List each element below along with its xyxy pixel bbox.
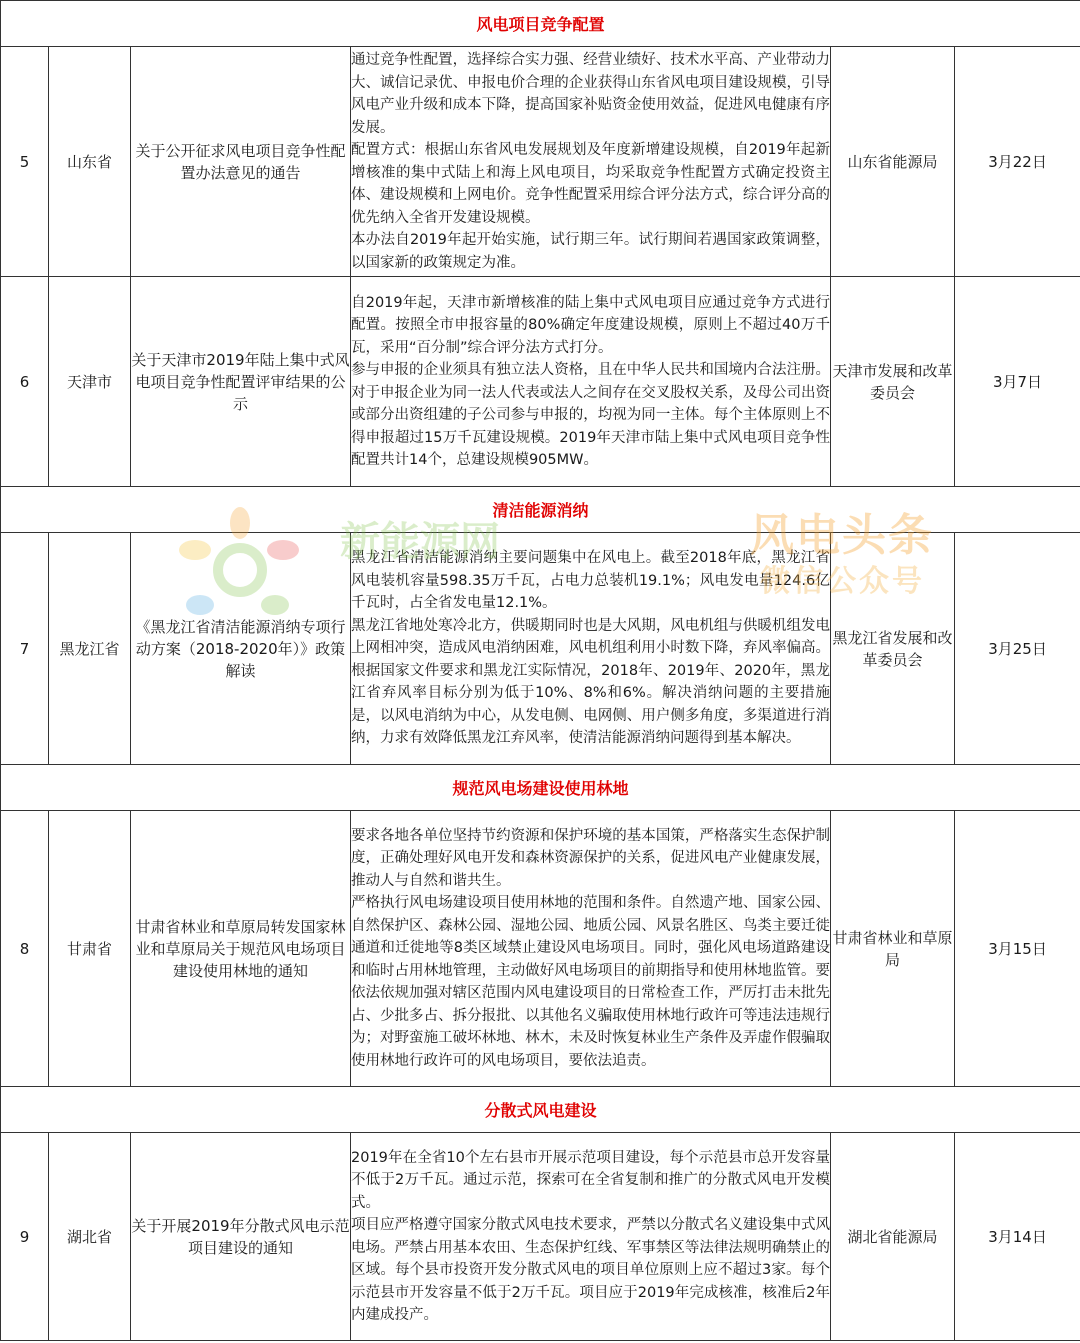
province: 山东省 [49,47,131,277]
table-row [1,1133,1080,1341]
section-row [1,487,1080,533]
content-paragraph: 项目应严格遵守国家分散式风电技术要求，严禁以分散式名义建设集中式风电场。严禁占用基本农田、生态保护红线、军事禁区等法律法规明确禁止的区域。每个县市投资开发分散式风电的项目单位原则上应不超过3家。每个示范县市开发容量不低于2万千瓦。项目应于2019年完成核准，核准后2年内建成投产。 [351,1217,830,1323]
content-paragraph: 黑龙江省清洁能源消纳主要问题集中在风电上。截至2018年底，黑龙江省风电装机容量598.35万千瓦，占电力总装机19.1%；风电发电量124.6亿千瓦时，占全省发电量12.1%。 [351,550,830,612]
document-title: 关于公开征求风电项目竞争性配置办法意见的通告 [131,47,351,277]
brand-watermark-title: 风电头条 [750,510,934,561]
issue-date: 3月14日 [955,1133,1080,1341]
table-row [1,811,1080,1087]
issue-date: 3月25日 [955,533,1080,765]
document-title: 关于天津市2019年陆上集中式风电项目竞争性配置评审结果的公示 [131,277,351,487]
issue-date: 3月22日 [955,47,1080,277]
issuing-department: 湖北省能源局 [831,1133,955,1341]
section-row [1,1087,1080,1133]
row-number: 5 [1,47,49,277]
table-row [1,533,1080,765]
issue-date: 3月15日 [955,811,1080,1087]
site-watermark-text: 新能源网 [340,519,500,565]
issue-date: 3月7日 [955,277,1080,487]
table-row [1,277,1080,487]
document-title: 甘肃省林业和草原局转发国家林业和草原局关于规范风电场项目建设使用林地的通知 [131,811,351,1087]
section-heading: 分散式风电建设 [1,1087,1080,1133]
policy-content [351,277,831,487]
document-title: 《黑龙江省清洁能源消纳专项行动方案（2018-2020年）》政策解读 [131,533,351,765]
row-number: 6 [1,277,49,487]
content-paragraph: 2019年在全省10个左右县市开展示范项目建设，每个示范县市总开发容量不低于2万千瓦。通过示范，探索可在全省复制和推广的分散式风电开发模式。 [351,1149,830,1211]
policy-content [351,47,831,277]
province: 黑龙江省 [49,533,131,765]
content-paragraph: 黑龙江省地处寒冷北方，供暖期同时也是大风期，风电机组与供暖机组发电上网相冲突，造成风电消纳困难，风电机组利用小时数下降，弃风率偏高。根据国家文件要求和黑龙江实际情况，2018年、2019年、2020年，黑龙江省弃风率目标分别为低于10%、8%和6%。解决消纳问题的主要措施是，以风电消纳为中心，从发电侧、电网侧、用户侧多角度，多渠道进行消纳，力求有效降低黑龙江弃风率，使清洁能源消纳问题得到基本解决。 [351,617,830,747]
policy-content [351,1133,831,1341]
content-paragraph: 严格执行风电场建设项目使用林地的范围和条件。自然遗产地、国家公园、自然保护区、森林公园、湿地公园、地质公园、风景名胜区、鸟类主要迁徙通道和迁徙地等8类区域禁止建设风电场项目。同时，强化风电场道路建设和临时占用林地管理，主动做好风电场项目的前期指导和使用林地监管。要依法依规加强对辖区范围内风电建设项目的日常检查工作，严厉打击未批先占、少批多占、拆分报批、以其他名义骗取使用林地行政许可等违法违规行为；对野蛮施工破坏林地、林木，未及时恢复林业生产条件及弄虚作假骗取使用林地行政许可的风电场项目，要依法追责。 [351,895,830,1069]
brand-watermark-subtitle: 微信公众号 [760,564,925,599]
section-heading: 规范风电场建设使用林地 [1,765,1080,811]
section-heading: 清洁能源消纳 [1,487,1080,533]
content-paragraph: 通过竞争性配置，选择综合实力强、经营业绩好、技术水平高、产业带动力大、诚信记录优、申报电价合理的企业获得山东省风电项目建设规模，引导风电产业升级和成本下降，提高国家补贴资金使用效益，促进风电健康有序发展。 [351,52,830,136]
row-number: 8 [1,811,49,1087]
content-paragraph: 参与申报的企业须具有独立法人资格，且在中华人民共和国境内合法注册。对于申报企业为同一法人代表或法人之间存在交叉股权关系，及母公司出资或部分出资组建的子公司参与申报的，均视为同一主体。每个主体原则上不得申报超过15万千瓦建设规模。2019年天津市陆上集中式风电项目竞争性配置共计14个，总建设规模905MW。 [351,362,830,468]
content-paragraph: 要求各地各单位坚持节约资源和保护环境的基本国策，严格落实生态保护制度，正确处理好风电开发和森林资源保护的关系，促进风电产业健康发展，推动人与自然和谐共生。 [351,827,830,889]
section-row [1,1,1080,47]
province: 天津市 [49,277,131,487]
document-title: 关于开展2019年分散式风电示范项目建设的通知 [131,1133,351,1341]
content-paragraph: 本办法自2019年起开始实施，试行期三年。试行期间若遇国家政策调整，以国家新的政策规定为准。 [351,232,830,271]
issuing-department: 山东省能源局 [831,47,955,277]
section-heading: 风电项目竞争配置 [1,1,1080,47]
province: 湖北省 [49,1133,131,1341]
content-paragraph: 自2019年起，天津市新增核准的陆上集中式风电项目应通过竞争方式进行配置。按照全市申报容量的80%确定年度建设规模，原则上不超过40万千瓦，采用“百分制”综合评分法方式打分。 [351,294,830,356]
row-number: 9 [1,1133,49,1341]
content-paragraph: 配置方式：根据山东省风电发展规划及年度新增建设规模，自2019年起新增核准的集中式陆上和海上风电项目，均采取竞争性配置方式确定投资主体、建设规模和上网电价。竞争性配置采用综合评分法方式，综合评分高的优先纳入全省开发建设规模。 [351,142,830,226]
section-row [1,765,1080,811]
province: 甘肃省 [49,811,131,1087]
row-number: 7 [1,533,49,765]
issuing-department: 甘肃省林业和草原局 [831,811,955,1087]
policy-content [351,533,831,765]
table-row [1,47,1080,277]
policy-content [351,811,831,1087]
issuing-department: 黑龙江省发展和改革委员会 [831,533,955,765]
issuing-department: 天津市发展和改革委员会 [831,277,955,487]
